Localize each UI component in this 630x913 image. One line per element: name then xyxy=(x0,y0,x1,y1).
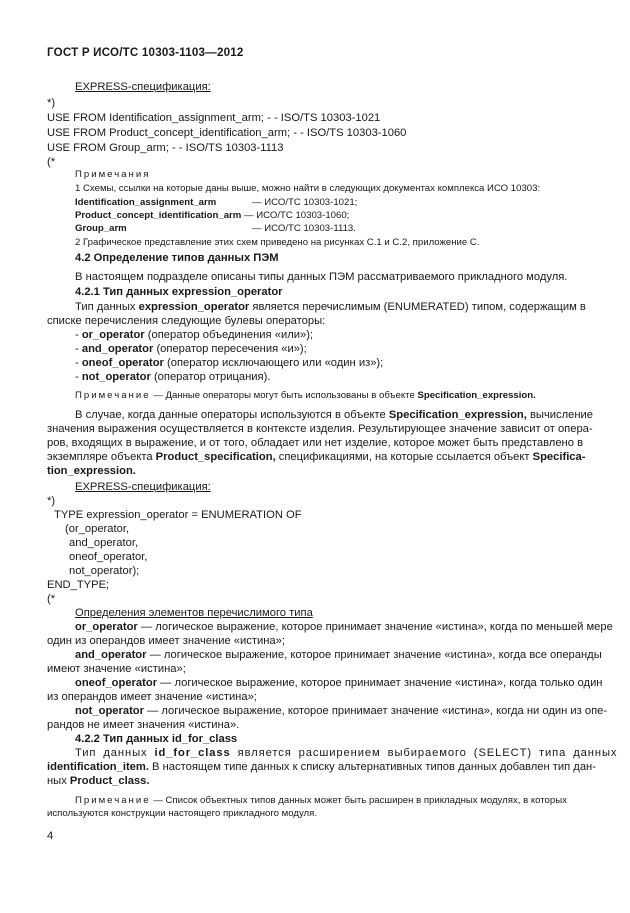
paragraph-line: ных Product_class. xyxy=(47,775,150,787)
paragraph-line: ров, входящих в выражение, и от того, обладает или нет изделие, которое может быть представлено в xyxy=(47,437,584,449)
definition-line: из операндов имеет значение «истина»; xyxy=(47,691,257,703)
definition-line: and_operator — логическое выражение, которое принимает значение «истина», когда все операнды xyxy=(75,649,602,661)
schema-ref: Group_arm — ИСО/ТС 10303-1113. xyxy=(75,223,356,234)
list-item: - or_operator (оператор объединения «или»); xyxy=(75,329,314,341)
definition-line: or_operator — логическое выражение, которое принимает значение «истина», когда по меньшей мере xyxy=(75,621,613,633)
schema-ref: Product_concept_identification_arm — ИСО/ТС 10303-1060; xyxy=(75,210,350,221)
notes-heading: Примечания xyxy=(75,169,151,180)
code-line: USE FROM Product_concept_identification_arm; - - ISO/TS 10303-1060 xyxy=(47,127,407,139)
code-line: not_operator); xyxy=(69,565,140,577)
list-item: - not_operator (оператор отрицания). xyxy=(75,371,271,383)
code-line: and_operator, xyxy=(69,537,139,549)
paragraph-line: В настоящем подразделе описаны типы данных ПЭМ рассматриваемого прикладного модуля. xyxy=(75,271,568,283)
definitions-heading: Определения элементов перечислимого типа xyxy=(75,607,313,619)
code-line: END_TYPE; xyxy=(47,579,110,591)
subsection-heading: 4.2.2 Тип данных id_for_class xyxy=(75,733,238,745)
paragraph-line: identification_item. В настоящем типе данных к списку альтернативных типов данных добавлен тип дан- xyxy=(47,761,596,773)
paragraph-line: Тип данных id_for_class является расширением выбираемого (SELECT) типа данных xyxy=(75,747,618,759)
subsection-heading: 4.2.1 Тип данных expression_operator xyxy=(75,286,283,298)
paragraph-line: Тип данных expression_operator является перечислимым (ENUMERATED) типом, содержащим в xyxy=(75,301,586,313)
definition-line: рандов не имеет значения «истина». xyxy=(47,719,240,731)
page-number: 4 xyxy=(47,830,54,842)
paragraph-line: В случае, когда данные операторы используются в объекте Specification_expression, вычисление xyxy=(75,409,594,421)
paragraph-line: значения выражения осуществляется в контексте изделия. Результирующее значение зависит от опера- xyxy=(47,423,593,435)
code-line: (* xyxy=(47,593,56,605)
definition-line: один из операндов имеет значение «истина»; xyxy=(47,635,285,647)
note-text: 1 Схемы, ссылки на которые даны выше, можно найти в следующих документах комплекса ИСО 10303: xyxy=(75,183,541,194)
express-spec-label: EXPRESS-спецификация: xyxy=(75,481,211,493)
list-item: - and_operator (оператор пересечения «и»); xyxy=(75,343,307,355)
code-line: (or_operator, xyxy=(65,523,130,535)
express-spec-label: EXPRESS-спецификация: xyxy=(75,81,211,93)
note-text: используются конструкции настоящего прикладного модуля. xyxy=(47,808,317,819)
definition-line: not_operator — логическое выражение, которое принимает значение «истина», когда ни один из опе- xyxy=(75,705,608,717)
schema-ref: Identification_assignment_arm — ИСО/ТС 10303-1021; xyxy=(75,197,358,208)
code-line: TYPE expression_operator = ENUMERATION OF xyxy=(54,509,302,521)
paragraph-line: списке перечисления следующие булевы операторы: xyxy=(47,315,326,327)
section-heading: 4.2 Определение типов данных ПЭМ xyxy=(75,252,279,264)
code-line: *) xyxy=(47,97,56,109)
code-line: (* xyxy=(47,156,56,168)
note-text: Примечание — Данные операторы могут быть использованы в объекте Specification_expression. xyxy=(75,390,536,401)
paragraph-line: экземпляре объекта Product_specification, спецификациями, на которые ссылается объект Specifica- xyxy=(47,451,586,463)
definition-line: имеют значение «истина»; xyxy=(47,663,186,675)
code-line: USE FROM Group_arm; - - ISO/TS 10303-1113 xyxy=(47,142,284,154)
code-line: *) xyxy=(47,495,56,507)
note-text: 2 Графическое представление этих схем приведено на рисунках С.1 и С.2, приложение С. xyxy=(75,237,480,248)
list-item: - oneof_operator (оператор исключающего или «один из»); xyxy=(75,357,384,369)
note-text: Примечание — Список объектных типов данных может быть расширен в прикладных модулях, в которых xyxy=(75,795,567,806)
definition-line: oneof_operator — логическое выражение, которое принимает значение «истина», когда только один xyxy=(75,677,603,689)
paragraph-line: tion_expression. xyxy=(47,465,136,477)
page-header: ГОСТ Р ИСО/ТС 10303-1103—2012 xyxy=(47,46,244,59)
code-line: USE FROM Identification_assignment_arm; - - ISO/TS 10303-1021 xyxy=(47,112,381,124)
code-line: oneof_operator, xyxy=(69,551,148,563)
